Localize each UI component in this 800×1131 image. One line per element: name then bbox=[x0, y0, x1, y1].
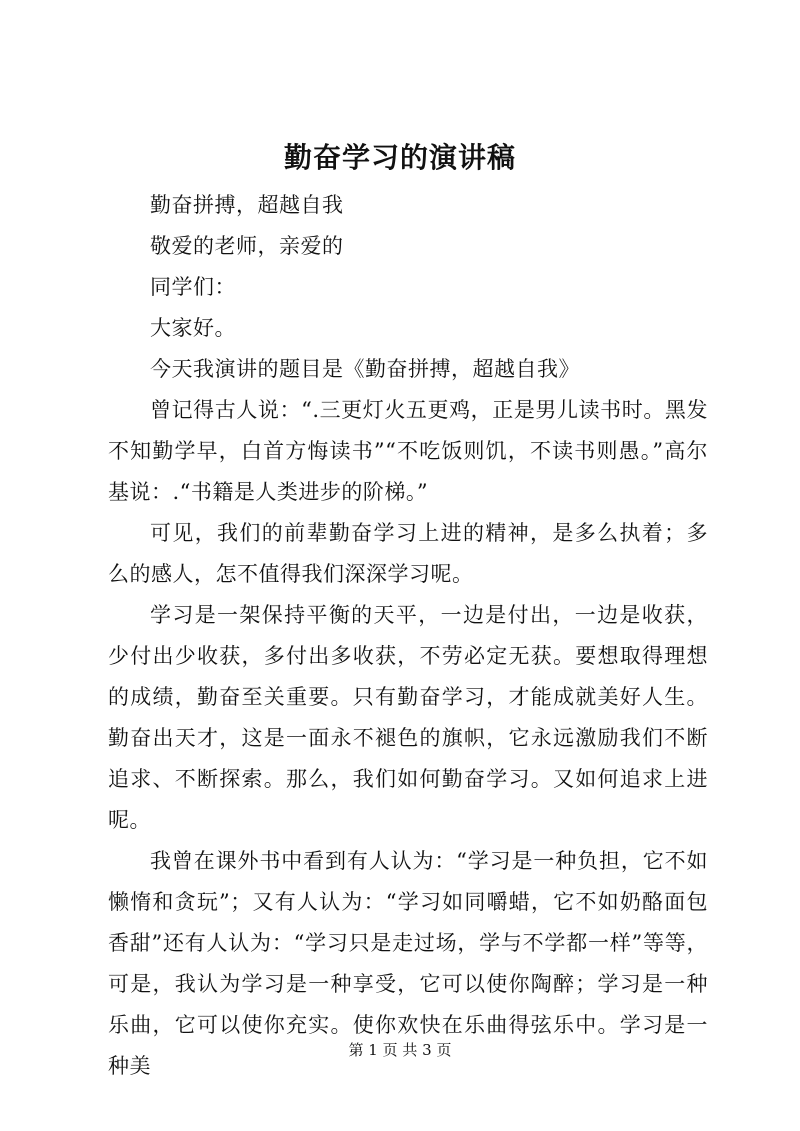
paragraph-hello: 大家好。 bbox=[150, 316, 236, 340]
paragraph-predecessors: 可见，我们的前辈勤奋学习上进的精神，是多么执着；多么的感人，怎不值得我们深深学习呢。 bbox=[108, 521, 708, 586]
paragraph-opinions: 我曾在课外书中看到有人认为：“学习是一种负担，它不如懒惰和贪玩”；又有人认为：“学习如同嚼蜡，它不如奶酪面包香甜”还有人认为：“学习只是走过场，学与不学都一样”等等，可是，我认为学习是一种享受，它可以使你陶醉；学习是一种乐曲，它可以使你充实。使你欢快在乐曲得弦乐中。学习是一种美 bbox=[108, 849, 708, 1078]
paragraph-topic: 今天我演讲的题目是《勤奋拼搏，超越自我》 bbox=[150, 357, 580, 381]
page-number-footer: 第 1 页 共 3 页 bbox=[348, 1041, 452, 1059]
paragraph-greeting-line-1: 敬爱的老师，亲爱的 bbox=[150, 234, 344, 258]
paragraph-quotes: 曾记得古人说：“.三更灯火五更鸡，正是男儿读书时。黑发不知勤学早，白首方悔读书”“不吃饭则饥，不读书则愚。”高尔基说：.“书籍是人类进步的阶梯。” bbox=[108, 398, 708, 504]
document-body bbox=[108, 185, 708, 1087]
paragraph-greeting-line-2: 同学们： bbox=[150, 275, 236, 299]
paragraph-subtitle: 勤奋拼搏，超越自我 bbox=[150, 193, 344, 217]
document-title: 勤奋学习的演讲稿 bbox=[283, 141, 516, 174]
paragraph-balance: 学习是一架保持平衡的天平，一边是付出，一边是收获，少付出少收获，多付出多收获，不劳必定无获。要想取得理想的成绩，勤奋至关重要。只有勤奋学习，才能成就美好人生。勤奋出天才，这是一面永不褪色的旗帜，它永远激励我们不断追求、不断探索。那么，我们如何勤奋学习。又如何追求上进呢。 bbox=[108, 603, 708, 832]
